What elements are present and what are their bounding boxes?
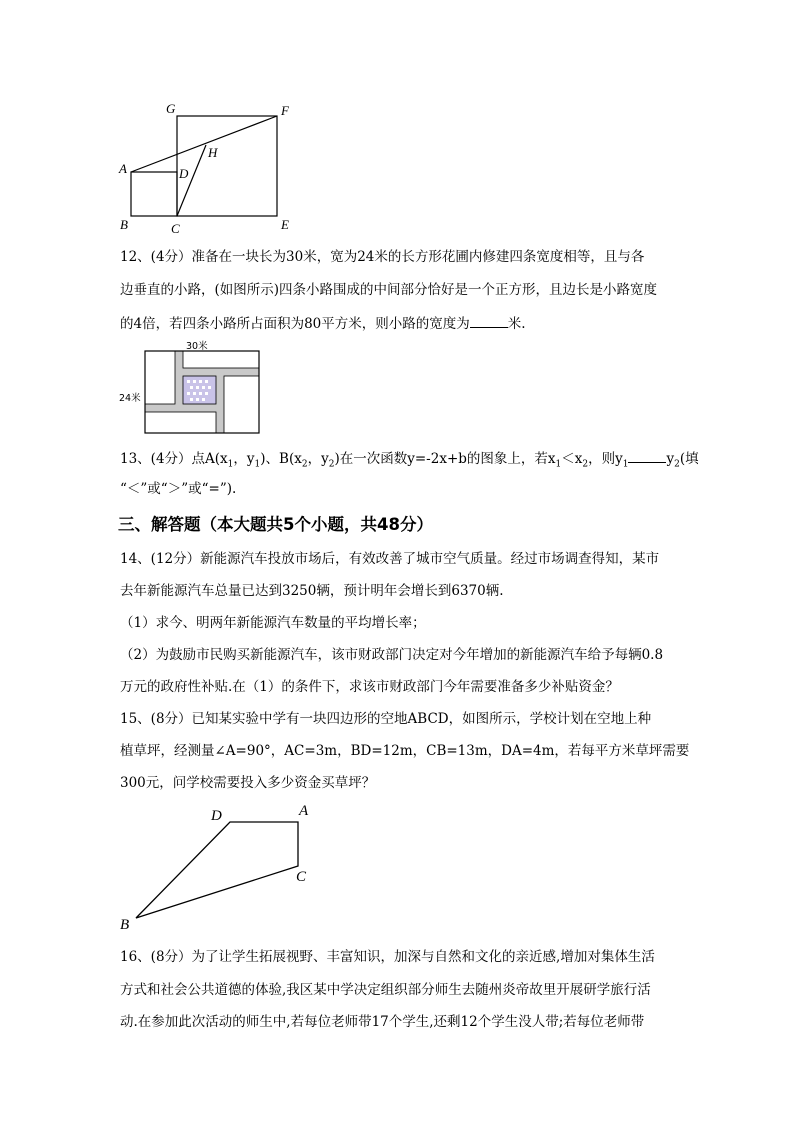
q14-line-2: 去年新能源汽车总量已达到3250辆，预计明年会增长到6370辆.: [120, 583, 504, 599]
q13-text-g: ，则y: [588, 451, 623, 467]
q12-line-3-unit: 米.: [507, 316, 526, 332]
label-e: E: [281, 217, 289, 232]
label-c: C: [296, 869, 307, 885]
q13-sub-5: 1: [555, 459, 562, 470]
q13-text-d: ，y: [307, 451, 329, 467]
q16-line-2: 方式和社会公共道德的体验,我区某中学决定组织部分师生去随州炎帝故里开展研学旅行活: [120, 982, 651, 998]
q13-text-b: ，y: [233, 451, 255, 467]
label-a: A: [119, 161, 127, 176]
q13-line-1: [120, 448, 699, 474]
label-d: D: [211, 808, 222, 824]
q13-text-e: )在一次函数y=-2x+b的图象上，若x: [334, 451, 556, 467]
q13-text-i: (填: [679, 451, 699, 467]
figure-q11: [110, 98, 310, 238]
q14-line-3: （1）求今、明两年新能源汽车数量的平均增长率；: [120, 615, 426, 631]
q12-line-3: [120, 313, 526, 333]
q13-text-c: )、B(x: [260, 451, 302, 467]
q13-sub-2: 1: [254, 459, 261, 470]
label-g: G: [166, 101, 176, 116]
square-small: [131, 172, 177, 216]
q13-text-h: y: [666, 451, 675, 467]
quadrilateral-abcd: [136, 822, 298, 918]
label-b: B: [120, 217, 128, 232]
q13-sub-7: 1: [622, 459, 629, 470]
q14-line-4: （2）为鼓励市民购买新能源汽车，该市财政部门决定对今年增加的新能源汽车给予每辆0.8: [120, 647, 664, 663]
block-br: [224, 376, 259, 433]
q15-line-3: 300元，问学校需要投入多少资金买草坪？: [120, 775, 376, 791]
block-tl: [145, 351, 175, 404]
q13-sub-3: 2: [301, 459, 308, 470]
q14-line-1: 14、(12分）新能源汽车投放市场后，有效改善了城市空气质量。经过市场调查得知，某市: [120, 551, 660, 567]
q15-line-2: 植草坪，经测量∠A=90°，AC=3m，BD=12m，CB=13m，DA=4m，若每平方米草坪需要: [120, 743, 690, 759]
answer-blank-q13: [628, 448, 666, 463]
q16-line-1: 16、(8分）为了让学生拓展视野、丰富知识，加深与自然和文化的亲近感,增加对集体生活: [120, 949, 655, 965]
q15-line-1: 15、(8分）已知某实验中学有一块四边形的空地ABCD，如图所示，学校计划在空地上种: [120, 711, 652, 727]
q12-line-1: 12、(4分）准备在一块长为30米，宽为24米的长方形花圃内修建四条宽度相等，且与各: [120, 249, 645, 265]
q13-text-a: 13、(4分）点A(x: [120, 451, 228, 467]
label-30m: 30米: [186, 341, 208, 352]
answer-blank-q12: [470, 313, 508, 328]
q13-sub-1: 1: [227, 459, 234, 470]
q13-line-2: “＜”或“＞”或“=”).: [120, 481, 237, 497]
label-b: B: [120, 917, 130, 933]
section-heading: 三、解答题（本大题共5个小题，共48分）: [118, 515, 433, 534]
q13-sub-6: 2: [582, 459, 589, 470]
q12-line-2: 边垂直的小路，(如图所示)四条小路围成的中间部分恰好是一个正方形，且边长是小路宽度: [120, 282, 658, 298]
label-d: D: [179, 166, 189, 181]
label-a: A: [299, 803, 309, 819]
segment-af: [131, 116, 277, 172]
label-24m: 24米: [119, 393, 141, 404]
label-c: C: [171, 221, 180, 236]
q13-text-f: ＜x: [561, 451, 583, 467]
q16-line-3: 动.在参加此次活动的师生中,若每位老师带17个学生,还剩12个学生没人带;若每位老师带: [120, 1014, 645, 1030]
label-f: F: [281, 103, 289, 118]
figure-q12: [118, 340, 268, 438]
q13-sub-8: 2: [674, 459, 680, 470]
q12-line-3-text: 的4倍，若四条小路所占面积为80平方米，则小路的宽度为: [120, 316, 470, 332]
square-large: [177, 116, 277, 216]
q14-line-5: 万元的政府性补贴.在（1）的条件下，求该市财政部门今年需要准备多少补贴资金？: [120, 679, 619, 695]
block-tr: [183, 351, 259, 368]
figure-q15: [112, 798, 332, 934]
label-h: H: [208, 145, 218, 160]
q13-sub-4: 2: [328, 459, 335, 470]
block-bl: [145, 412, 216, 433]
